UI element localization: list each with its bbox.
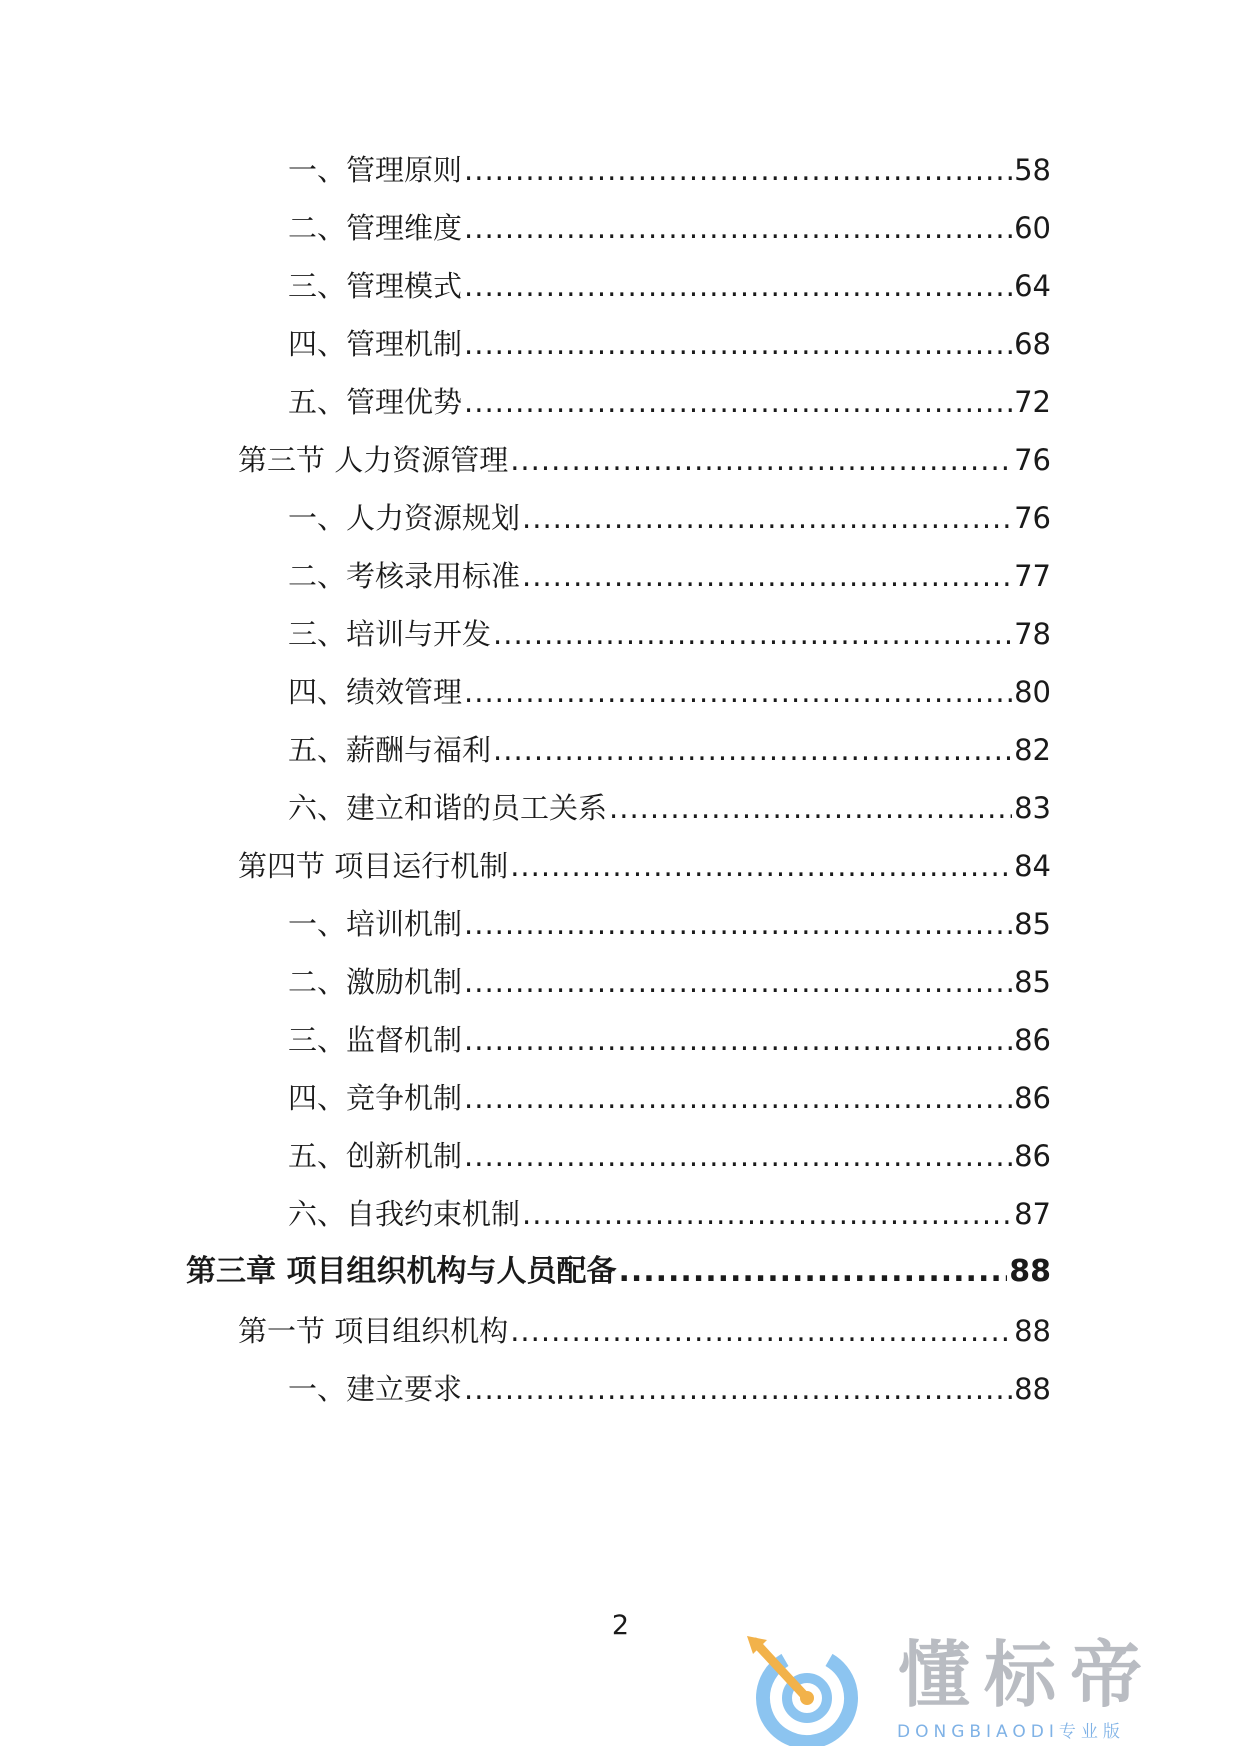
toc-dot-leader — [609, 786, 1012, 830]
toc-entry-title: 三、培训与开发 — [288, 617, 492, 651]
toc-dot-leader — [510, 1309, 1012, 1353]
watermark-subtitle: DONGBIAODI专业版 — [897, 1722, 1125, 1742]
toc-dot-leader — [464, 264, 1012, 308]
toc-entry-page: 78 — [1014, 617, 1051, 651]
toc-dot-leader — [464, 1018, 1012, 1062]
toc-entry-title: 第四节 项目运行机制 — [238, 849, 509, 883]
toc-entry-page: 77 — [1014, 559, 1051, 593]
toc-entry-page: 87 — [1014, 1197, 1051, 1231]
toc-entry[interactable] — [288, 670, 1051, 714]
toc-entry[interactable] — [288, 786, 1051, 830]
toc-entry-page: 86 — [1014, 1081, 1051, 1115]
toc-entry-page: 64 — [1014, 269, 1051, 303]
toc-entry-page: 88 — [1009, 1254, 1051, 1289]
toc-dot-leader — [464, 960, 1012, 1004]
toc-entry-title: 一、培训机制 — [288, 907, 463, 941]
toc-entry-page: 88 — [1014, 1372, 1051, 1406]
toc-entry[interactable] — [288, 380, 1051, 424]
toc-entry-title: 第三章 项目组织机构与人员配备 — [186, 1254, 617, 1289]
toc-entry-page: 76 — [1014, 501, 1051, 535]
toc-dot-leader — [522, 554, 1012, 598]
toc-entry[interactable] — [288, 264, 1051, 308]
toc-entry-page: 85 — [1014, 965, 1051, 999]
toc-entry[interactable] — [288, 322, 1051, 366]
toc-entry[interactable] — [238, 438, 1051, 482]
toc-dot-leader — [522, 1192, 1012, 1236]
watermark-brand: 懂标帝 — [898, 1633, 1157, 1717]
toc-entry-title: 二、激励机制 — [288, 965, 463, 999]
toc-entry-page: 80 — [1014, 675, 1051, 709]
toc-entry-page: 84 — [1014, 849, 1051, 883]
toc-entry-title: 一、建立要求 — [288, 1372, 463, 1406]
toc-entry[interactable] — [288, 1192, 1051, 1236]
toc-entry-title: 三、监督机制 — [288, 1023, 463, 1057]
toc-dot-leader — [464, 1367, 1012, 1411]
toc-dot-leader — [464, 670, 1012, 714]
toc-entry-title: 四、竞争机制 — [288, 1081, 463, 1115]
toc-entry[interactable] — [238, 844, 1051, 888]
toc-entry[interactable] — [288, 206, 1051, 250]
toc-entry[interactable] — [288, 728, 1051, 772]
watermark — [745, 1632, 1225, 1750]
toc-entry-page: 76 — [1014, 443, 1051, 477]
toc-entry[interactable] — [288, 960, 1051, 1004]
toc-entry-title: 五、管理优势 — [288, 385, 463, 419]
toc-dot-leader — [493, 612, 1012, 656]
toc-entry-title: 一、人力资源规划 — [288, 501, 521, 535]
toc-dot-leader — [464, 1134, 1012, 1178]
toc-entry-page: 85 — [1014, 907, 1051, 941]
toc-entry-title: 第三节 人力资源管理 — [238, 443, 509, 477]
toc-entry-page: 88 — [1014, 1314, 1051, 1348]
toc-entry-title: 四、绩效管理 — [288, 675, 463, 709]
toc-entry[interactable] — [288, 1134, 1051, 1178]
toc-entry-title: 二、考核录用标准 — [288, 559, 521, 593]
toc-entry-title: 五、创新机制 — [288, 1139, 463, 1173]
toc-entry-page: 60 — [1014, 211, 1051, 245]
toc-entry-page: 86 — [1014, 1139, 1051, 1173]
toc-entry-page: 72 — [1014, 385, 1051, 419]
toc-entry-title: 一、管理原则 — [288, 153, 463, 187]
toc-dot-leader — [510, 844, 1012, 888]
toc-dot-leader — [464, 1076, 1012, 1120]
toc-entry-title: 三、管理模式 — [288, 269, 463, 303]
toc-entry-title: 六、自我约束机制 — [288, 1197, 521, 1231]
toc-dot-leader — [618, 1250, 1007, 1294]
toc-entry-title: 二、管理维度 — [288, 211, 463, 245]
toc-entry-page: 86 — [1014, 1023, 1051, 1057]
toc-dot-leader — [464, 902, 1012, 946]
toc-entry-page: 58 — [1014, 153, 1051, 187]
toc-dot-leader — [493, 728, 1012, 772]
toc-entry-title: 六、建立和谐的员工关系 — [288, 791, 608, 825]
toc-entry[interactable] — [238, 1309, 1051, 1353]
toc-entry-chapter[interactable] — [186, 1250, 1051, 1294]
toc-entry[interactable] — [288, 902, 1051, 946]
target-arrow-icon — [745, 1634, 865, 1746]
page-number: 2 — [611, 1610, 630, 1641]
toc-entry-page: 82 — [1014, 733, 1051, 767]
toc-dot-leader — [522, 496, 1012, 540]
toc-entry[interactable] — [288, 612, 1051, 656]
toc-entry-page: 83 — [1014, 791, 1051, 825]
toc-entry-title: 第一节 项目组织机构 — [238, 1314, 509, 1348]
toc-entry[interactable] — [288, 1018, 1051, 1062]
toc-entry[interactable] — [288, 148, 1051, 192]
toc-dot-leader — [510, 438, 1012, 482]
toc-entry[interactable] — [288, 554, 1051, 598]
toc-entry-title: 五、薪酬与福利 — [288, 733, 492, 767]
toc-entry[interactable] — [288, 1367, 1051, 1411]
toc-entry[interactable] — [288, 1076, 1051, 1120]
toc-entry[interactable] — [288, 496, 1051, 540]
toc-entry-page: 68 — [1014, 327, 1051, 361]
toc-entry-title: 四、管理机制 — [288, 327, 463, 361]
toc-dot-leader — [464, 148, 1012, 192]
toc-dot-leader — [464, 322, 1012, 366]
toc-dot-leader — [464, 206, 1012, 250]
toc-dot-leader — [464, 380, 1012, 424]
